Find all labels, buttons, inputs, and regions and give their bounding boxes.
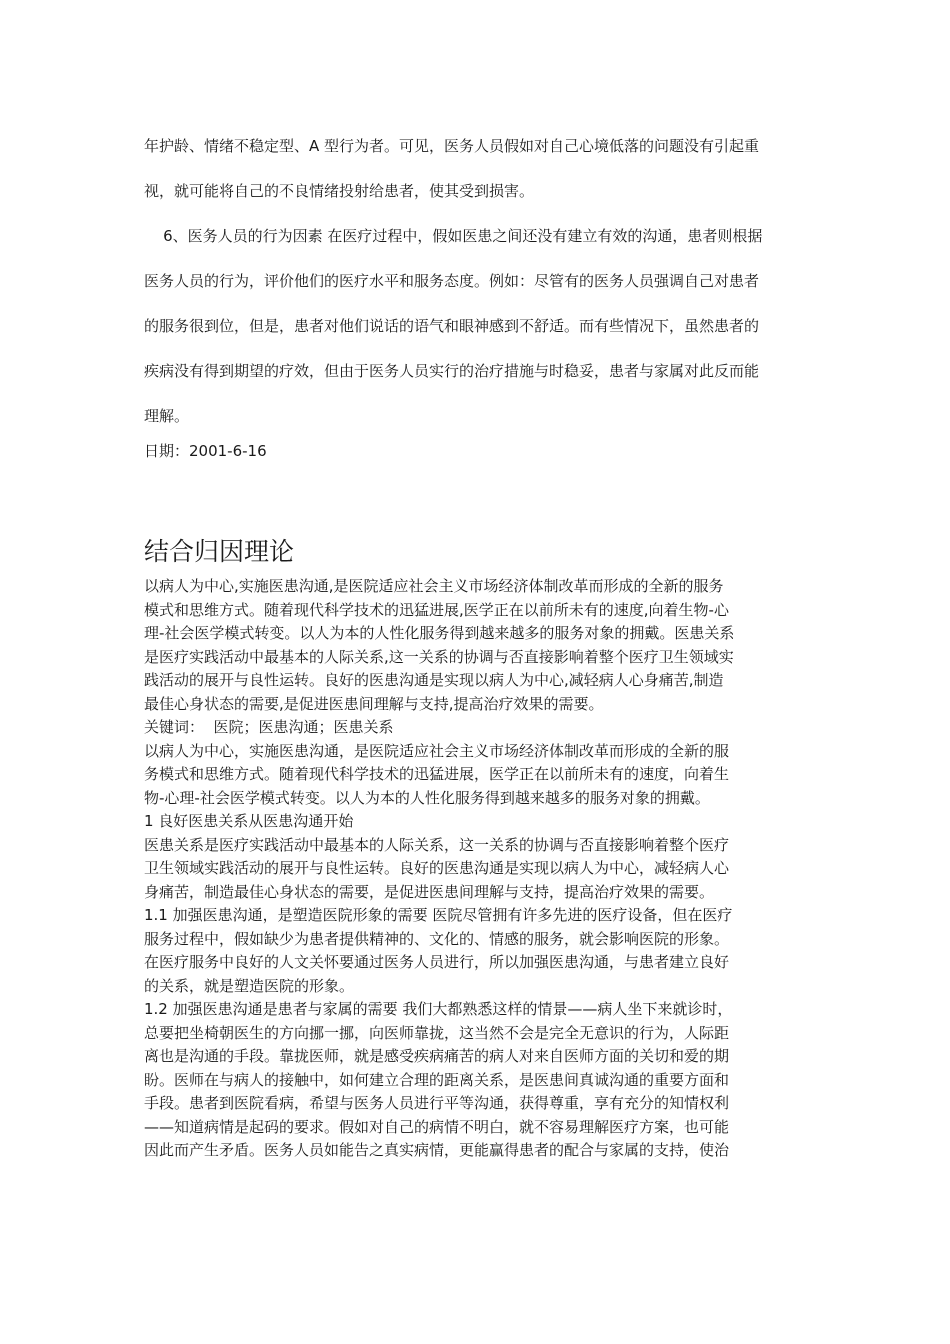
paragraph-line: 的服务很到位，但是，患者对他们说话的语气和眼神感到不舒适。而有些情况下，虽然患者的 xyxy=(144,317,760,335)
body-line: 以病人为中心，实施医患沟通，是医院适应社会主义市场经济体制改革而形成的全新的服 xyxy=(144,741,730,760)
paragraph-line: 疾病没有得到期望的疗效，但由于医务人员实行的治疗措施与时稳妥，患者与家属对此反而能 xyxy=(144,362,760,380)
body-line: 1.2 加强医患沟通是患者与家属的需要 我们大都熟悉这样的情景——病人坐下来就诊时， xyxy=(144,1000,733,1018)
paragraph-line: 年护龄、情绪不稳定型、A 型行为者。可见，医务人员假如对自己心境低落的问题没有引起重 xyxy=(144,137,760,155)
body-line: 总要把坐椅朝医生的方向挪一挪，向医师靠拢，这当然不会是完全无意识的行为，人际距 xyxy=(144,1023,730,1042)
section-title: 结合归因理论 xyxy=(144,537,295,566)
body-line: ——知道病情是起码的要求。假如对自己的病情不明白，就不容易理解医疗方案，也可能 xyxy=(144,1117,730,1136)
body-line: 模式和思维方式。随着现代科学技术的迅猛进展,医学正在以前所未有的速度,向着生物-心 xyxy=(144,600,729,619)
body-line: 身痛苦，制造最佳心身状态的需要，是促进医患间理解与支持，提高治疗效果的需要。 xyxy=(144,882,715,901)
subheading-line: 1 良好医患关系从医患沟通开始 xyxy=(144,812,354,830)
body-line: 卫生领域实践活动的展开与良性运转。良好的医患沟通是实现以病人为中心，减轻病人心 xyxy=(144,859,730,877)
body-line: 以病人为中心,实施医患沟通,是医院适应社会主义市场经济体制改革而形成的全新的服务 xyxy=(144,577,724,595)
paragraph-line: 理解。 xyxy=(144,407,190,425)
paragraph-line: 6、医务人员的行为因素 在医疗过程中，假如医患之间还没有建立有效的沟通，患者则根据 xyxy=(144,227,763,245)
body-line: 手段。患者到医院看病，希望与医务人员进行平等沟通，获得尊重，享有充分的知情权利 xyxy=(144,1094,730,1112)
body-line: 因此而产生矛盾。医务人员如能告之真实病情，更能赢得患者的配合与家属的支持，使治 xyxy=(144,1141,730,1159)
body-line: 在医疗服务中良好的人文关怀要通过医务人员进行，所以加强医患沟通，与患者建立良好 xyxy=(144,953,730,971)
keywords-line: 关键词： 医院；医患沟通；医患关系 xyxy=(144,718,394,736)
body-line: 1.1 加强医患沟通，是塑造医院形象的需要 医院尽管拥有许多先进的医疗设备，但在医疗 xyxy=(144,906,733,924)
body-line: 医患关系是医疗实践活动中最基本的人际关系，这一关系的协调与否直接影响着整个医疗 xyxy=(144,835,730,854)
body-line: 务模式和思维方式。随着现代科学技术的迅猛进展，医学正在以前所未有的速度，向着生 xyxy=(144,765,730,783)
date-line: 日期：2001-6-16 xyxy=(144,442,267,460)
body-line: 最佳心身状态的需要,是促进医患间理解与支持,提高治疗效果的需要。 xyxy=(144,694,604,713)
body-line: 是医疗实践活动中最基本的人际关系,这一关系的协调与否直接影响着整个医疗卫生领域实 xyxy=(144,647,734,666)
body-line: 践活动的展开与良性运转。良好的医患沟通是实现以病人为中心,减轻病人心身痛苦,制造 xyxy=(144,671,724,689)
body-line: 盼。医师在与病人的接触中，如何建立合理的距离关系，是医患间真诚沟通的重要方面和 xyxy=(144,1070,730,1089)
body-section xyxy=(144,575,806,1163)
body-line: 离也是沟通的手段。靠拢医师，就是感受疾病痛苦的病人对来自医师方面的关切和爱的期 xyxy=(144,1047,730,1065)
body-line: 服务过程中，假如缺少为患者提供精神的、文化的、情感的服务，就会影响医院的形象。 xyxy=(144,929,730,948)
paragraph-line: 视，就可能将自己的不良情绪投射给患者，使其受到损害。 xyxy=(144,182,535,200)
body-line: 物-心理-社会医学模式转变。以人为本的人性化服务得到越来越多的服务对象的拥戴。 xyxy=(144,788,710,807)
body-line: 的关系，就是塑造医院的形象。 xyxy=(144,976,355,995)
continued-section xyxy=(144,124,806,465)
body-line: 理-社会医学模式转变。以人为本的人性化服务得到越来越多的服务对象的拥戴。医患关系 xyxy=(144,624,735,642)
paragraph-line: 医务人员的行为，评价他们的医疗水平和服务态度。例如：尽管有的医务人员强调自己对患者 xyxy=(144,272,760,290)
